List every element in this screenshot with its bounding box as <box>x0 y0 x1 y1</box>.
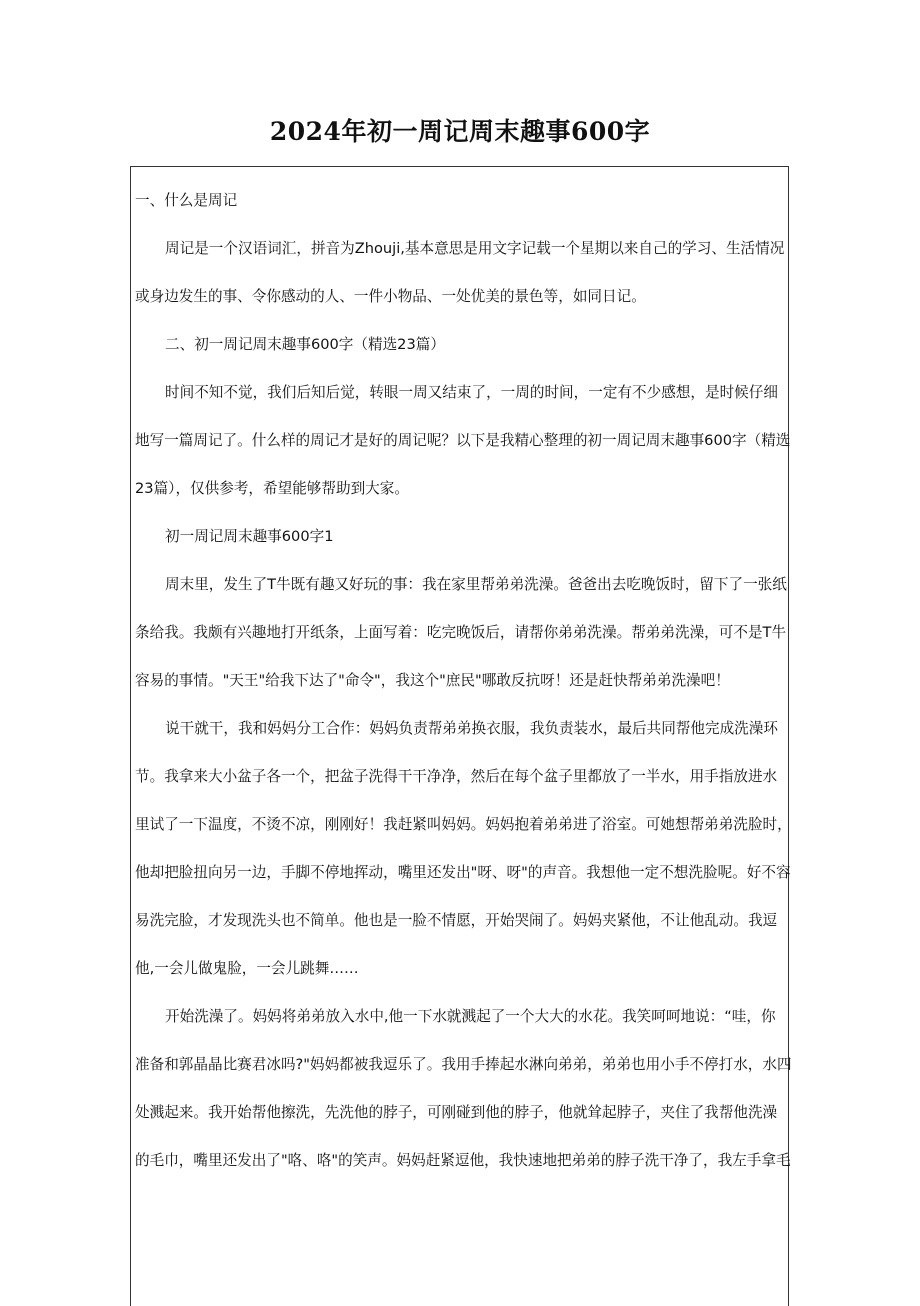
paragraph-intro <box>135 381 791 501</box>
text-line: 说干就干，我和妈妈分工合作：妈妈负责帮弟弟换衣服，我负责装水，最后共同帮他完成洗澡环 <box>165 720 778 737</box>
text-line: 节。我拿来大小盆子各一个，把盆子洗得干干净净，然后在每个盆子里都放了一半水，用手指放进水 <box>135 768 778 785</box>
text-line: 地写一篇周记了。什么样的周记才是好的周记呢？以下是我精心整理的初一周记周末趣事600字（精选 <box>135 432 791 449</box>
text-line: 周记是一个汉语词汇，拼音为Zhouji,基本意思是用文字记载一个星期以来自己的学习、生活情况 <box>165 240 785 257</box>
document-title: 2024年初一周记周末趣事600字 <box>269 117 651 146</box>
document-body <box>135 189 792 1197</box>
text-line: 周末里，发生了T牛既有趣又好玩的事：我在家里帮弟弟洗澡。爸爸出去吃晚饭时，留下了一张纸 <box>165 576 787 593</box>
paragraph-section-heading-2 <box>135 333 788 357</box>
text-line: 开始洗澡了。妈妈将弟弟放入水中,他一下水就溅起了一个大大的水花。我笑呵呵地说：“哇，你 <box>165 1008 776 1025</box>
text-line: 二、初一周记周末趣事600字（精选23篇） <box>165 336 445 353</box>
text-line: 的毛巾，嘴里还发出了"咯、咯"的笑声。妈妈赶紧逗他，我快速地把弟弟的脖子洗干净了，我左手拿毛 <box>135 1152 791 1169</box>
text-line: 他,一会儿做鬼脸，一会儿跳舞…… <box>135 960 359 977</box>
text-line: 处溅起来。我开始帮他擦洗，先洗他的脖子，可刚碰到他的脖子，他就耸起脖子，夹住了我帮他洗澡 <box>135 1104 778 1121</box>
text-line: 里试了一下温度，不烫不凉，刚刚好！我赶紧叫妈妈。妈妈抱着弟弟进了浴室。可她想帮弟弟洗脸时， <box>135 816 792 833</box>
paragraph-essay-1 <box>135 573 788 693</box>
text-line: 23篇），仅供参考，希望能够帮助到大家。 <box>135 480 409 497</box>
paragraph-section-heading-1 <box>135 189 788 213</box>
content-frame <box>130 166 792 1306</box>
text-line: 时间不知不觉，我们后知后觉，转眼一周又结束了，一周的时间，一定有不少感想，是时候仔细 <box>165 384 778 401</box>
paragraph-definition <box>135 237 788 309</box>
paragraph-essay-2 <box>135 717 792 981</box>
paragraph-essay-title <box>135 525 788 549</box>
text-line: 或身边发生的事、令你感动的人、一件小物品、一处优美的景色等，如同日记。 <box>135 288 646 305</box>
text-line: 条给我。我颇有兴趣地打开纸条，上面写着：吃完晚饭后，请帮你弟弟洗澡。帮弟弟洗澡，可不是T牛 <box>135 624 787 641</box>
text-line: 准备和郭晶晶比赛君冰吗?"妈妈都被我逗乐了。我用手捧起水淋向弟弟，弟弟也用小手不停打水，水四 <box>135 1056 792 1073</box>
text-line: 易洗完脸，才发现洗头也不简单。他也是一脸不情愿，开始哭闹了。妈妈夹紧他，不让他乱动。我逗 <box>135 912 778 929</box>
text-line: 容易的事情。"天王"给我下达了"命令"，我这个"庶民"哪敢反抗呀！还是赶快帮弟弟洗澡吧！ <box>135 672 730 689</box>
text-line: 他却把脸扭向另一边，手脚不停地挥动，嘴里还发出"呀、呀"的声音。我想他一定不想洗脸呢。好不容 <box>135 864 791 881</box>
text-line: 初一周记周末趣事600字1 <box>165 528 334 545</box>
text-line: 一、什么是周记 <box>135 192 238 209</box>
paragraph-essay-3 <box>135 1005 792 1173</box>
